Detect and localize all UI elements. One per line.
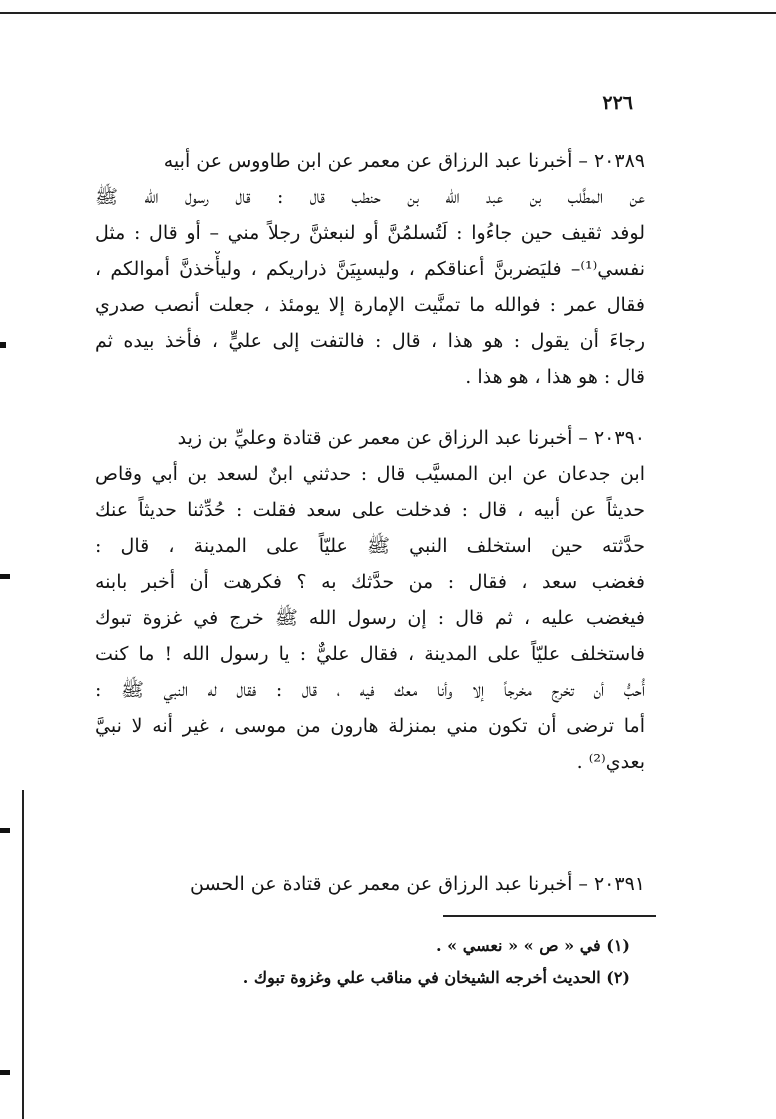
text-line: فقال عمر : فوالله ما تمنَّيت الإمارة إلا يومئذ ، جعلت أنصب صدري — [95, 294, 645, 316]
footnote-separator — [443, 915, 656, 917]
scan-margin-mark — [0, 828, 10, 833]
text-line: ٢٠٣٩١ – أخبرنا عبد الرزاق عن معمر عن قتادة عن الحسن — [189, 873, 645, 895]
text-line: ٢٠٣٨٩ – أخبرنا عبد الرزاق عن معمر عن ابن طاووس عن أبيه — [163, 150, 645, 172]
text-line: أُحبُّ أن تخرج مخرجاً إلا وأنا معك فيه ، قال : فقال له النبي ﷺ : — [95, 679, 645, 701]
text-line: لوفد ثقيف حين جاءُوا : لَتُسلمُنَّ أو لنبعثنَّ رجلاً مني – أو قال : مثل — [95, 222, 645, 244]
hadith-20391 — [95, 866, 645, 902]
text-line: أما ترضى أن تكون مني بمنزلة هارون من موسى ، غير أنه لا نبيَّ — [95, 715, 645, 737]
scan-margin-mark — [0, 1070, 10, 1075]
text-line: بعدي⁽²⁾ . — [576, 751, 645, 773]
text-line: قال : هو هذا ، هو هذا . — [465, 366, 645, 388]
text-line: رجاءَ أن يقول : هو هذا ، قال : فالتفت إلى عليٍّ ، فأخذ بيده ثم — [95, 330, 645, 352]
footnote: (٢) الحديث أخرجه الشيخان في مناقب علي وغزوة تبوك . — [242, 968, 630, 987]
scan-margin-mark — [0, 342, 6, 348]
footnotes — [200, 930, 630, 994]
scan-margin-mark — [0, 574, 10, 579]
page-number: ٢٢٦ — [602, 92, 633, 114]
hadith-20390 — [95, 420, 645, 780]
footnote: (١) في « ص » « نعسي » . — [436, 936, 630, 955]
text-line: حدَّثته حين استخلف النبي ﷺ عليّاً على المدينة ، قال : — [95, 535, 645, 557]
text-line: فيغضب عليه ، ثم قال : إن رسول الله ﷺ خرج في غزوة تبوك — [95, 607, 645, 629]
text-line: ٢٠٣٩٠ – أخبرنا عبد الرزاق عن معمر عن قتادة وعليِّ بن زيد — [177, 427, 645, 449]
text-line: فغضب سعد ، فقال : من حدَّثك به ؟ فكرهت أن أخبر بابنه — [95, 571, 645, 593]
hadith-20389 — [95, 143, 645, 395]
text-line: فاستخلف عليّاً على المدينة ، فقال عليٌّ : يا رسول الله ! ما كنت — [95, 643, 645, 665]
text-line: حديثاً عن أبيه ، قال : فدخلت على سعد فقلت : حُدِّثنا حديثاً عنك — [95, 499, 645, 521]
scan-top-border — [0, 12, 776, 14]
text-line: ابن جدعان عن ابن المسيَّب قال : حدثني ابنٌ لسعد بن أبي وقاص — [95, 463, 645, 485]
text-line: نفسي⁽¹⁾– فليَضربنَّ أعناقكم ، وليسبِيَنَّ ذراريكم ، وليأْخذنَّ أموالكم ، — [95, 258, 645, 280]
scan-left-border — [22, 790, 24, 1119]
text-line: عن المطَّلب بن عبد الله بن حنطب قال : قال رسول الله ﷺ — [95, 186, 645, 208]
